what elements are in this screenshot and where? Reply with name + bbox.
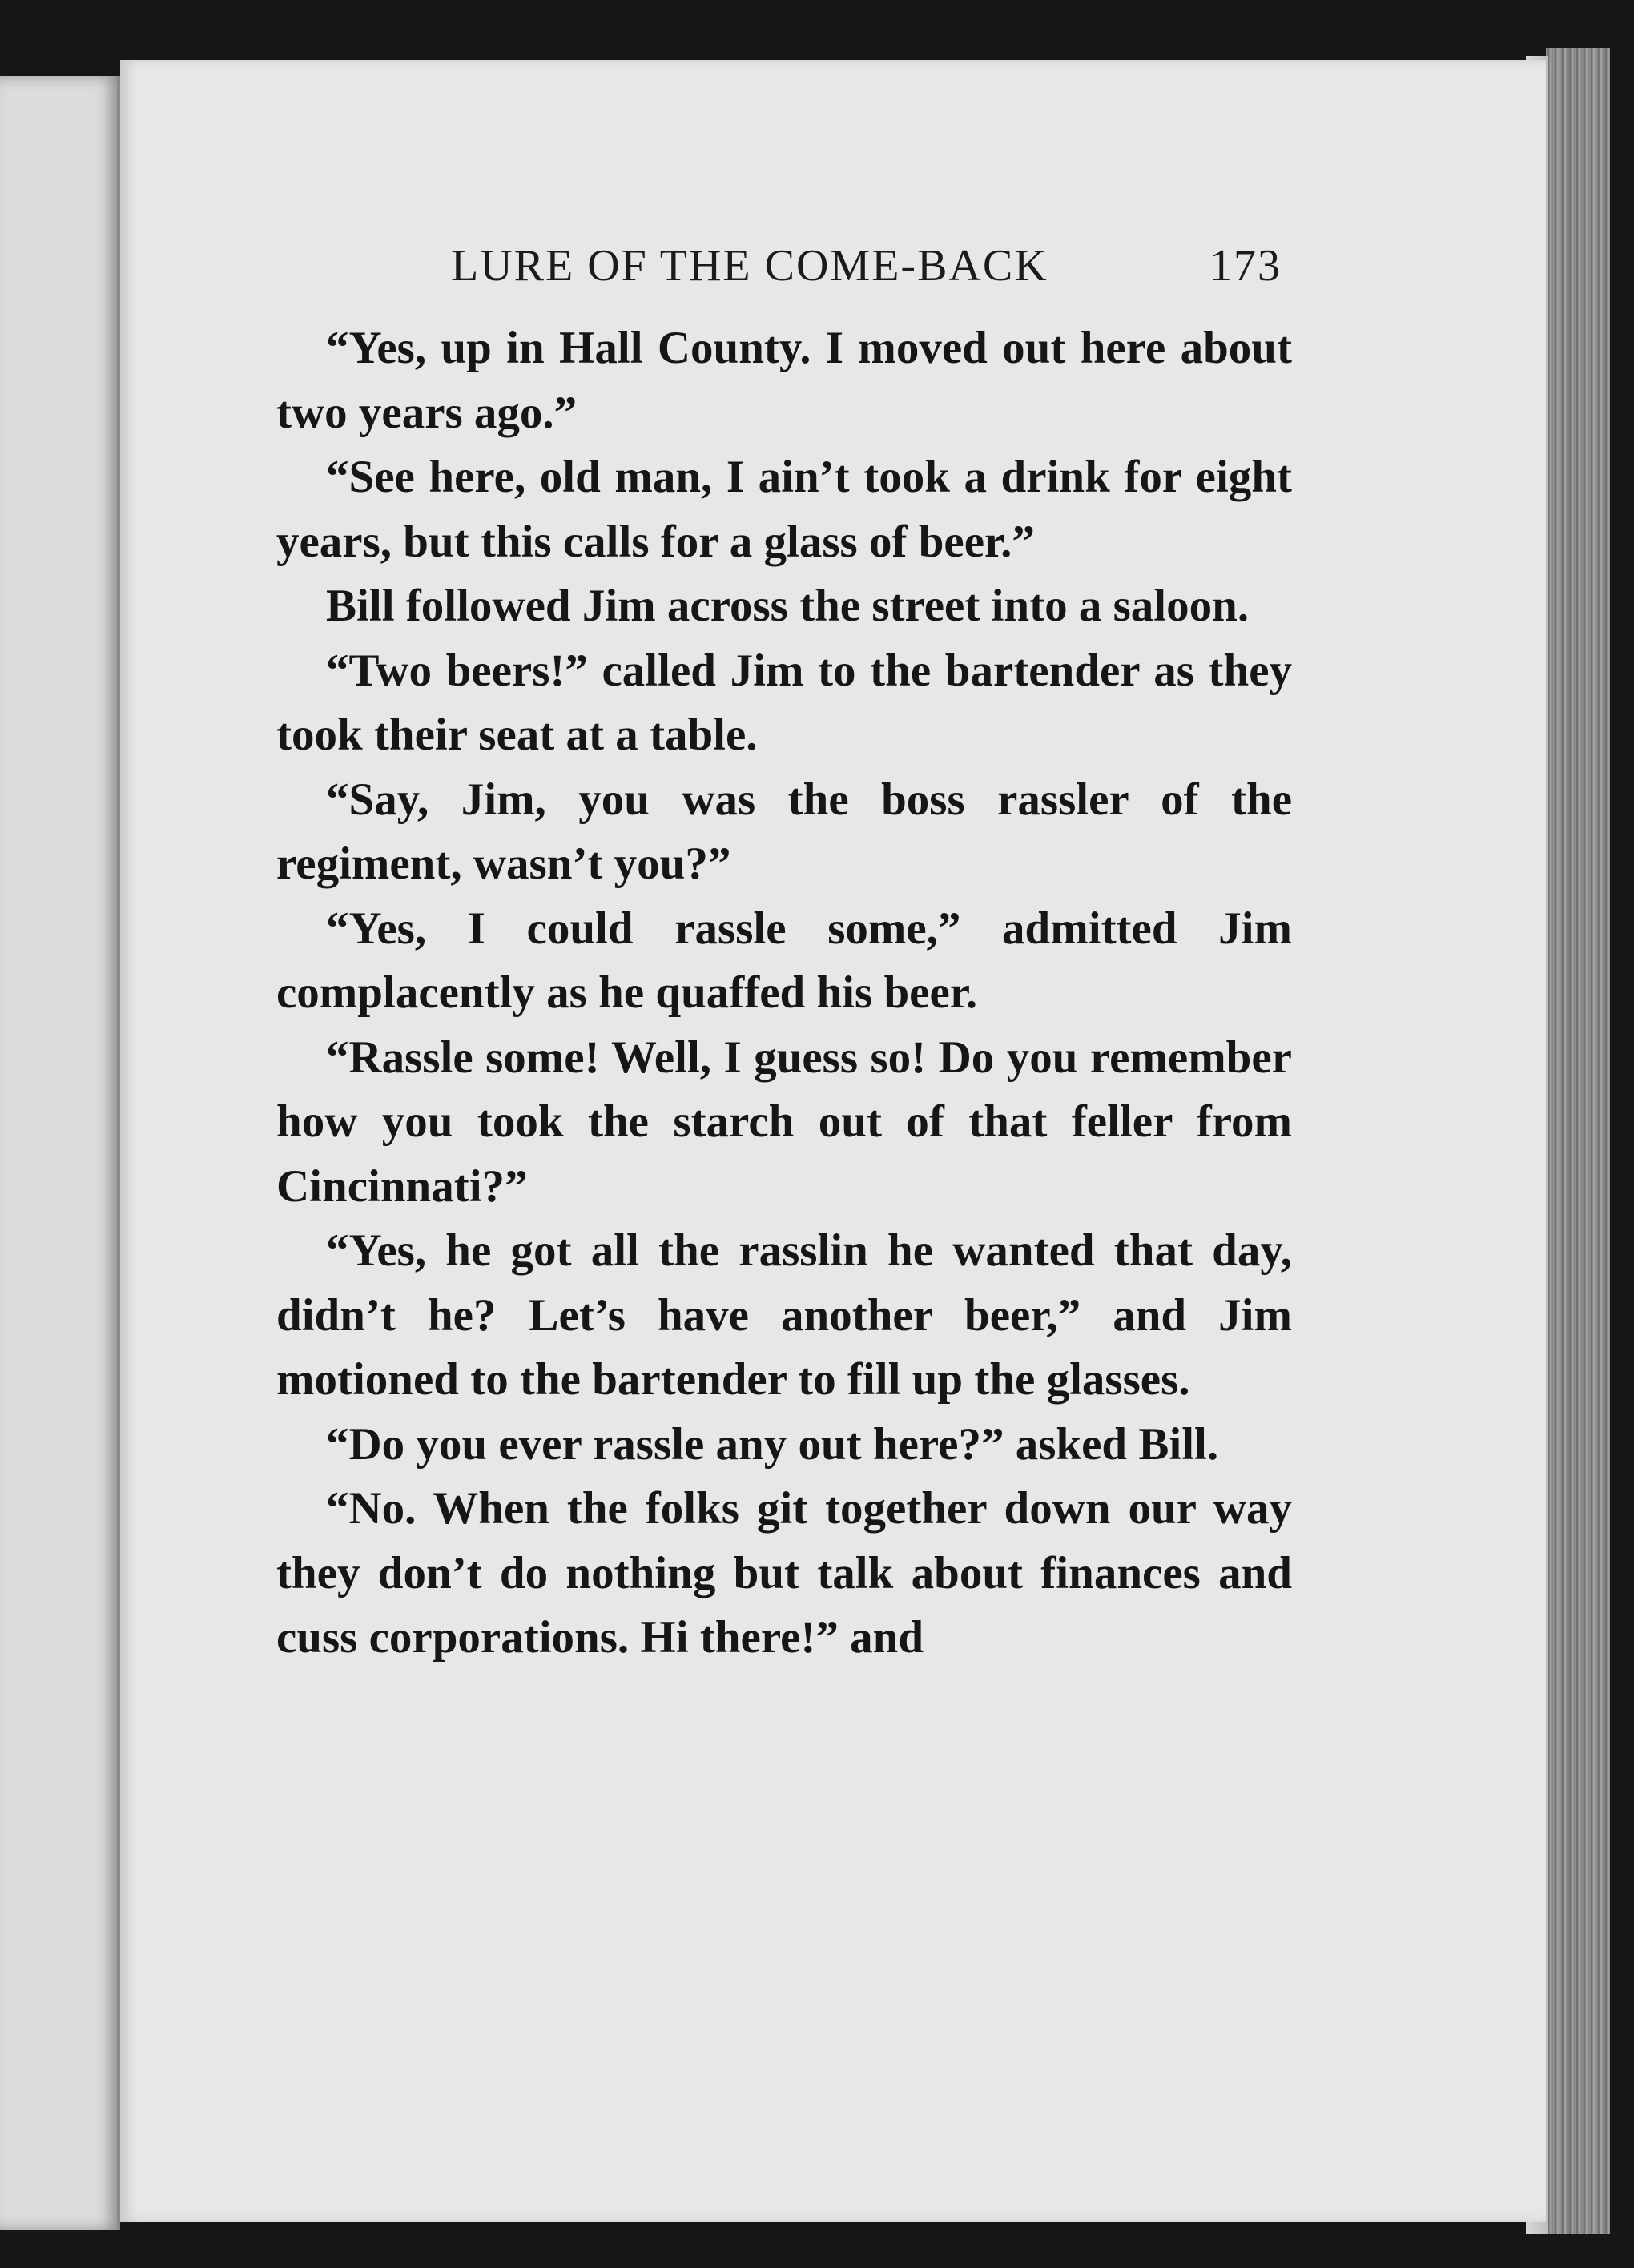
- running-title: LURE OF THE COME-BACK: [451, 241, 1048, 291]
- running-head: [160, 240, 1282, 312]
- paragraph: “Yes, he got all the rasslin he wanted that day, didn’t he? Let’s have another beer,” and Jim motioned to the bartender to fill up the glasses.: [276, 1225, 1292, 1405]
- paragraph: “Say, Jim, you was the boss rassler of the regiment, wasn’t you?”: [276, 774, 1292, 889]
- paragraph: “Rassle some! Well, I guess so! Do you remember how you took the starch out of that feller from Cincinnati?”: [276, 1031, 1292, 1212]
- book-spine-edge: [1546, 48, 1610, 2234]
- paragraph: “No. When the folks git together down our way they don’t do nothing but talk about finances and cuss corporations. Hi there!” and: [276, 1483, 1292, 1663]
- page-number: 173: [1209, 241, 1282, 291]
- paragraph: “Two beers!” called Jim to the bartender as they took their seat at a table.: [276, 645, 1292, 760]
- paragraph: “Yes, up in Hall County. I moved out here about two years ago.”: [276, 323, 1292, 438]
- paragraph: Bill followed Jim across the street into a saloon.: [326, 581, 1250, 631]
- facing-page-edge: [0, 76, 120, 2230]
- paragraph: “Do you ever rassle any out here?” asked Bill.: [326, 1418, 1219, 1470]
- paragraph: “Yes, I could rassle some,” admitted Jim complacently as he quaffed his beer.: [276, 903, 1292, 1018]
- body-text: [276, 316, 1292, 1671]
- paragraph: “See here, old man, I ain’t took a drink for eight years, but this calls for a glass of beer.”: [276, 452, 1292, 567]
